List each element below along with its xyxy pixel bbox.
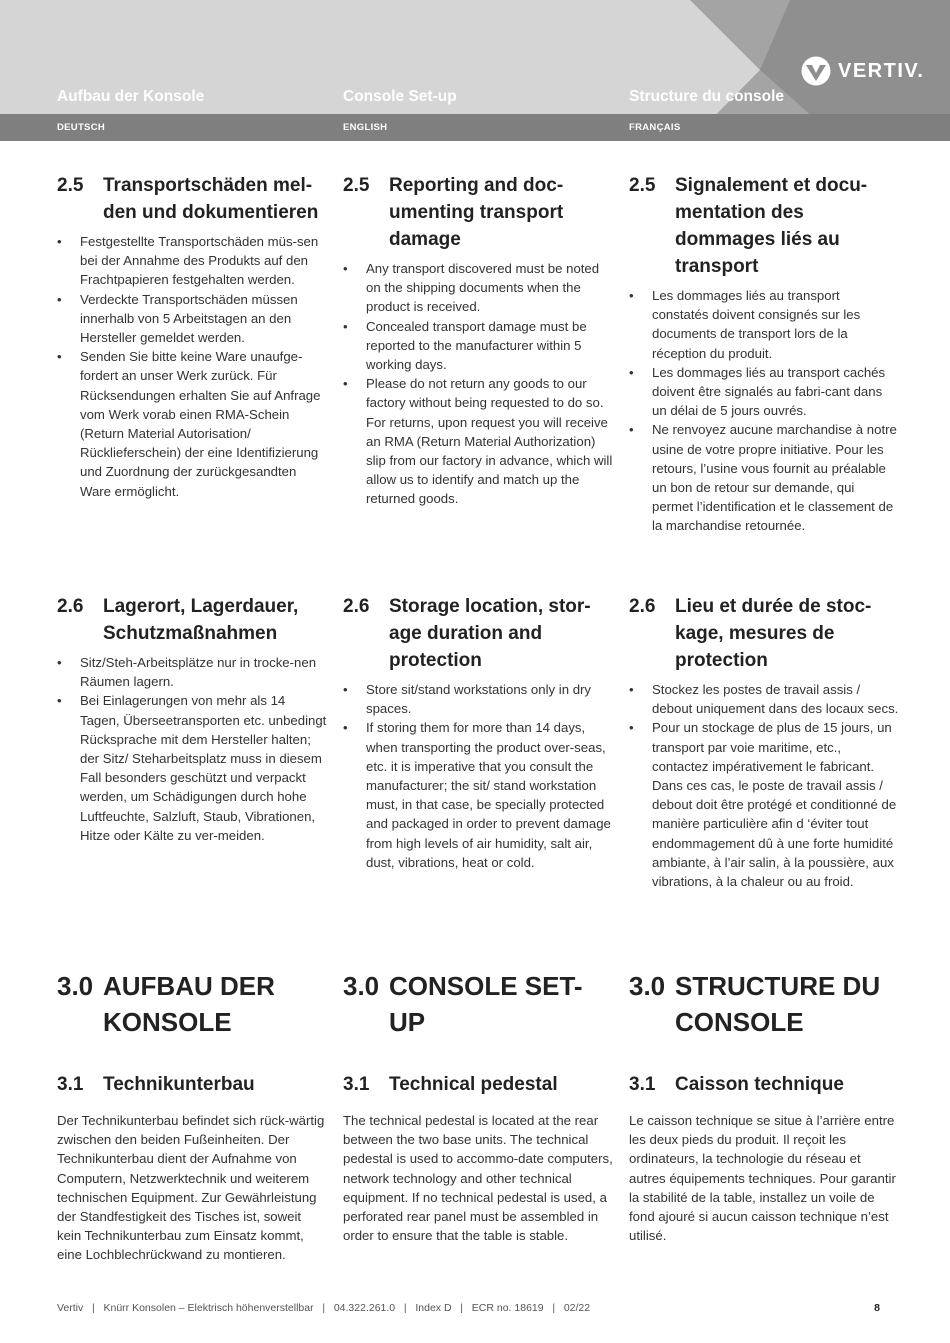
section-3-1 — [343, 1071, 613, 1245]
bullet-icon: • — [57, 234, 62, 249]
list-item-text: Ne renvoyez aucune marchandise à notre usine de votre propre initiative. Pour les retours, l’usine vous fournit au préalable un bon de retour sur demande, qui permet l’identification et le classement de la marchandise retournée. — [652, 422, 897, 534]
bullet-list — [629, 680, 899, 891]
bullet-icon: • — [343, 720, 348, 736]
bullet-icon: • — [57, 693, 62, 709]
header-title-fr: Structure du console — [629, 88, 785, 105]
list-item — [343, 718, 613, 872]
list-item — [57, 691, 327, 845]
section-3-1 — [57, 1071, 327, 1265]
chapter-heading — [343, 968, 613, 1040]
header-language-en: ENGLISH — [343, 122, 388, 133]
section-3-0 — [343, 968, 613, 1040]
page-footer — [57, 1302, 880, 1314]
bullet-icon: • — [343, 376, 348, 392]
section-heading — [57, 1071, 327, 1098]
list-item-text: Concealed transport damage must be reported to the manufacturer within 5 working days. — [366, 318, 587, 373]
footer-text: Vertiv | Knürr Konsolen – Elektrisch höhenverstellbar | 04.322.261.0 | Index D | ECR no. 18619 | 02/22 — [57, 1302, 591, 1314]
logo-text: VERTIV. — [838, 59, 925, 82]
list-item — [343, 374, 613, 508]
section-heading — [57, 172, 327, 226]
section-heading — [629, 172, 899, 280]
section-number: 2.5 — [343, 175, 370, 196]
page-number: 8 — [874, 1302, 880, 1314]
section-title: Technikunterbau — [103, 1074, 255, 1095]
list-item — [629, 363, 899, 421]
section-title: Signalement et docu-mentation des dommages liés au transport — [675, 175, 868, 277]
list-item-text: Please do not return any goods to our factory without being requested to do so. For returns, upon request you will receive an RMA (Return Material Authorization) slip from our factory in advance, which will allow us to identify and match up the returned goods. — [366, 376, 613, 507]
chapter-number: 3.0 — [629, 971, 666, 1001]
list-item — [57, 653, 327, 691]
list-item — [629, 680, 899, 718]
list-item-text: Verdeckte Transportschäden müssen innerhalb von 5 Arbeitstagen an den Hersteller gemeldet werden. — [80, 291, 298, 346]
section-3-0 — [629, 968, 899, 1040]
list-item — [57, 290, 327, 348]
bullet-icon: • — [629, 422, 634, 438]
section-paragraph: The technical pedestal is located at the rear between the two base units. The technical pedestal is used to accommo-date computers, network technology and other technical equipment. If no technical pedestal is used, a perforated rear panel must be assembled in order to ensure that the table is stable. — [343, 1113, 613, 1244]
section-title: Technical pedestal — [389, 1074, 558, 1095]
section-number: 2.6 — [343, 596, 370, 617]
section-heading — [629, 1071, 899, 1098]
bullet-icon: • — [629, 288, 634, 303]
section-heading — [343, 593, 613, 674]
section-title: Storage location, stor-age duration and protection — [389, 596, 591, 671]
list-item-text: Stockez les postes de travail assis / debout uniquement dans des locaux secs. — [652, 682, 899, 717]
section-title: Reporting and doc-umenting transport damage — [389, 175, 564, 250]
bullet-icon: • — [343, 682, 348, 697]
section-number: 3.1 — [57, 1074, 84, 1095]
section-number: 2.5 — [57, 175, 84, 196]
section-number: 3.1 — [629, 1074, 656, 1095]
section-paragraph: Der Technikunterbau befindet sich rück-wärtig zwischen den beiden Fußeinheiten. Der Technikunterbau dient der Aufnahme von Computern, Netzwerktechnik und weiterem technischen Equipment. Zur Gewährleistung der Standfestigkeit des Tisches ist, soweit kein Technikunterbau zum Einsatz kommt, eine Lochblechrückwand zu montieren. — [57, 1113, 325, 1263]
list-item-text: If storing them for more than 14 days, when transporting the product over-seas, etc. it is imperative that you consult the manufacturer; the sit/ stand workstation must, in that case, be specially protected and packaged in order to prevent damage from high levels of air humidity, salt air, dust, vibrations, heat or cold. — [366, 720, 611, 870]
section-2-5 — [343, 172, 613, 509]
section-heading — [629, 593, 899, 674]
bullet-list — [343, 259, 613, 509]
list-item-text: Store sit/stand workstations only in dry spaces. — [366, 682, 592, 717]
section-2-6 — [57, 593, 327, 845]
list-item-text: Festgestellte Transportschäden müs-sen bei der Annahme des Produkts auf den Frachtpapieren festgehalten werden. — [80, 234, 319, 288]
section-2-6 — [629, 593, 899, 891]
vertiv-logo-icon — [800, 56, 832, 86]
bullet-icon: • — [343, 261, 348, 276]
list-item-text: Bei Einlagerungen von mehr als 14 Tagen, Überseetransporten etc. unbedingt Rücksprache mit dem Hersteller halten; der Sitz/ Steharbeitsplatz muss in diesem Fall besonders geschützt und verpackt werden, um Schädigungen durch hohe Luftfeuchte, Salzluft, Staub, Vibrationen, Hitze oder Kälte zu ver-meiden. — [80, 693, 327, 843]
section-number: 3.1 — [343, 1074, 370, 1095]
header-title-en: Console Set-up — [343, 88, 457, 105]
chapter-title: CONSOLE SET-UP — [389, 971, 583, 1037]
bullet-icon: • — [57, 655, 62, 670]
chapter-heading — [57, 968, 327, 1040]
list-item — [629, 420, 899, 535]
section-2-6 — [343, 593, 613, 872]
chapter-title: AUFBAU DER KONSOLE — [103, 971, 275, 1037]
section-number: 2.6 — [629, 596, 656, 617]
list-item-text: Les dommages liés au transport cachés doivent être signalés au fabri-cant dans un délai de 5 jours ouvrés. — [652, 364, 886, 419]
bullet-icon: • — [629, 364, 634, 380]
vertiv-logo — [800, 56, 924, 86]
list-item-text: Senden Sie bitte keine Ware unaufge-fordert an unser Werk zurück. Für Rücksendungen erhalten Sie auf Anfrage vom Werk vorab einen RMA-Schein (Return Material Autorisation/ Rücklieferschein) der eine Identifizierung und Zuordnung der zurückgesandten Ware ermöglicht. — [80, 349, 321, 499]
section-3-0 — [57, 968, 327, 1040]
section-number: 2.6 — [57, 596, 84, 617]
section-2-5 — [629, 172, 899, 536]
list-item — [57, 347, 327, 501]
list-item-text: Les dommages liés au transport constatés doivent consignés sur les documents de transport lors de la réception du produit. — [652, 288, 861, 361]
list-item — [343, 259, 613, 317]
section-title: Lagerort, Lagerdauer, Schutzmaßnahmen — [103, 596, 299, 644]
section-2-5 — [57, 172, 327, 501]
list-item — [629, 718, 899, 891]
bullet-icon: • — [57, 291, 62, 307]
chapter-title: STRUCTURE DU CONSOLE — [675, 971, 881, 1037]
list-item — [57, 232, 327, 290]
section-heading — [343, 1071, 613, 1098]
list-item-text: Pour un stockage de plus de 15 jours, un transport par voie maritime, etc., contactez impérativement le fabricant. Dans ces cas, le poste de travail assis / debout doit être protégé et conditionné de manière particulière afin d ‘éviter tout endommagement dû à une forte humidité ambiante, à l’air salin, à la poussière, aux vibrations, à la chaleur ou au froid. — [652, 720, 897, 890]
section-title: Lieu et durée de stoc-kage, mesures de protection — [675, 596, 872, 671]
section-heading — [57, 593, 327, 647]
section-title: Transportschäden mel-den und dokumentieren — [103, 175, 319, 223]
list-item — [343, 680, 613, 718]
list-item — [629, 286, 899, 363]
section-title: Caisson technique — [675, 1074, 844, 1095]
bullet-list — [57, 232, 327, 501]
page-header — [0, 0, 950, 141]
header-language-de: DEUTSCH — [57, 122, 106, 133]
list-item-text: Sitz/Steh-Arbeitsplätze nur in trocke-nen Räumen lagern. — [80, 655, 317, 690]
chapter-number: 3.0 — [343, 971, 380, 1001]
header-language-fr: FRANÇAIS — [629, 122, 681, 133]
section-heading — [343, 172, 613, 253]
header-title-de: Aufbau der Konsole — [57, 88, 205, 105]
section-paragraph: Le caisson technique se situe à l’arrière entre les deux pieds du produit. Il reçoit les ordinateurs, la technologie du réseau et autres équipements techniques. Pour garantir la stabilité de la table, installez un voile de fond ajouré si aucun caisson technique n’est utilisé. — [629, 1113, 896, 1244]
chapter-heading — [629, 968, 899, 1040]
bullet-list — [343, 680, 613, 872]
section-number: 2.5 — [629, 175, 656, 196]
bullet-icon: • — [629, 682, 634, 697]
chapter-number: 3.0 — [57, 971, 94, 1001]
bullet-list — [629, 286, 899, 536]
bullet-icon: • — [57, 349, 62, 365]
list-item — [343, 317, 613, 375]
bullet-list — [57, 653, 327, 845]
section-3-1 — [629, 1071, 899, 1245]
list-item-text: Any transport discovered must be noted on the shipping documents when the product is received. — [366, 261, 600, 315]
bullet-icon: • — [629, 720, 634, 736]
bullet-icon: • — [343, 318, 348, 334]
